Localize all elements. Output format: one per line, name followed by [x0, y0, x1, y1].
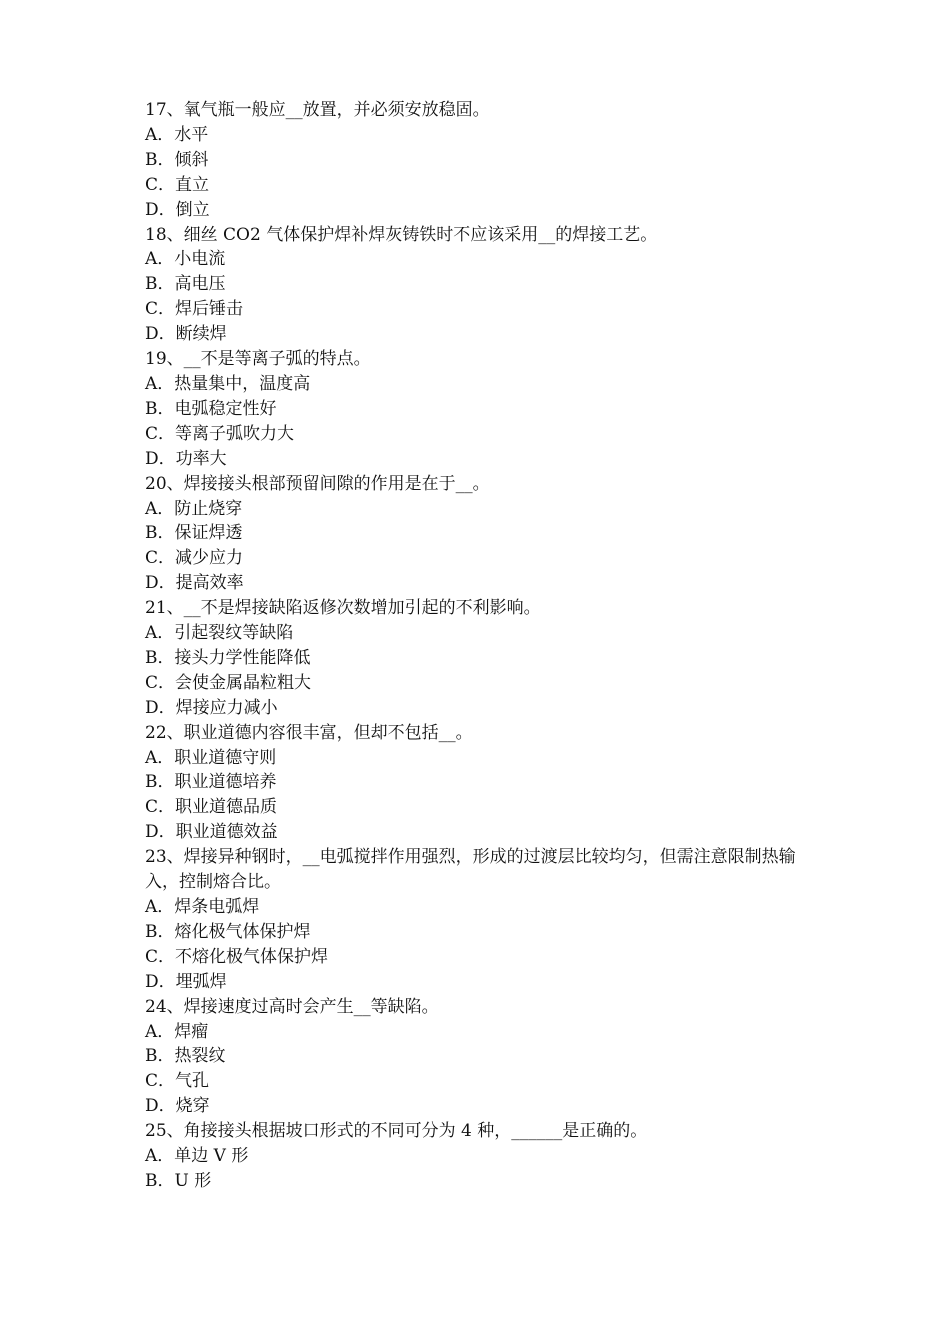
document-page: [145, 98, 825, 1194]
option-20-d: D．提高效率: [145, 573, 244, 594]
option-22-d: D．职业道德效益: [145, 822, 278, 843]
option-18-c: C．焊后锤击: [145, 299, 244, 320]
question-24: 24、焊接速度过高时会产生__等缺陷。: [145, 996, 439, 1017]
option-23-c: C．不熔化极气体保护焊: [145, 946, 329, 967]
option-18-a: A．小电流: [145, 249, 226, 270]
question-25: 25、角接接头根据坡口形式的不同可分为 4 种，______是正确的。: [145, 1121, 648, 1142]
option-17-b: B．倾斜: [145, 149, 209, 170]
option-22-a: A．职业道德守则: [145, 747, 277, 768]
option-19-b: B．电弧稳定性好: [145, 398, 277, 419]
option-18-b: B．高电压: [145, 274, 226, 295]
option-24-a: A．焊瘤: [145, 1021, 209, 1042]
question-22: 22、职业道德内容很丰富，但却不包括__。: [145, 722, 473, 743]
option-23-b: B．熔化极气体保护焊: [145, 921, 311, 942]
option-18-d: D．断续焊: [145, 324, 227, 345]
option-17-c: C．直立: [145, 174, 210, 195]
option-24-d: D．烧穿: [145, 1096, 210, 1117]
option-19-c: C．等离子弧吹力大: [145, 423, 295, 444]
option-20-b: B．保证焊透: [145, 523, 243, 544]
option-23-a: A．焊条电弧焊: [145, 897, 260, 917]
option-24-c: C．气孔: [145, 1071, 210, 1092]
option-23-d: D．埋弧焊: [145, 971, 227, 992]
option-17-a: A．水平: [145, 124, 209, 145]
option-20-a: A．防止烧穿: [145, 498, 243, 519]
question-18: 18、细丝 CO2 气体保护焊补焊灰铸铁时不应该采用__的焊接工艺。: [145, 224, 658, 245]
option-19-d: D．功率大: [145, 448, 227, 469]
option-17-d: D．倒立: [145, 199, 210, 220]
question-21: 21、__不是焊接缺陷返修次数增加引起的不利影响。: [145, 598, 541, 619]
option-21-d: D．焊接应力减小: [145, 697, 278, 718]
question-23: 23、焊接异种钢时，__电弧搅拌作用强烈，形成的过渡层比较均匀，但需注意限制热输入，控制熔合比。: [145, 847, 796, 893]
question-19: 19、__不是等离子弧的特点。: [145, 349, 371, 370]
option-21-b: B．接头力学性能降低: [145, 647, 311, 668]
option-22-b: B．职业道德培养: [145, 772, 277, 793]
option-22-c: C．职业道德品质: [145, 797, 278, 818]
option-19-a: A．热量集中，温度高: [145, 373, 311, 394]
option-24-b: B．热裂纹: [145, 1046, 226, 1067]
question-17: 17、氧气瓶一般应__放置，并必须安放稳固。: [145, 100, 490, 120]
option-25-b: B．U 形: [145, 1170, 212, 1191]
question-20: 20、焊接接头根部预留间隙的作用是在于__。: [145, 473, 490, 494]
option-21-a: A．引起裂纹等缺陷: [145, 623, 294, 644]
option-20-c: C．减少应力: [145, 548, 244, 569]
option-21-c: C．会使金属晶粒粗大: [145, 672, 312, 693]
option-25-a: A．单边 V 形: [145, 1146, 249, 1167]
